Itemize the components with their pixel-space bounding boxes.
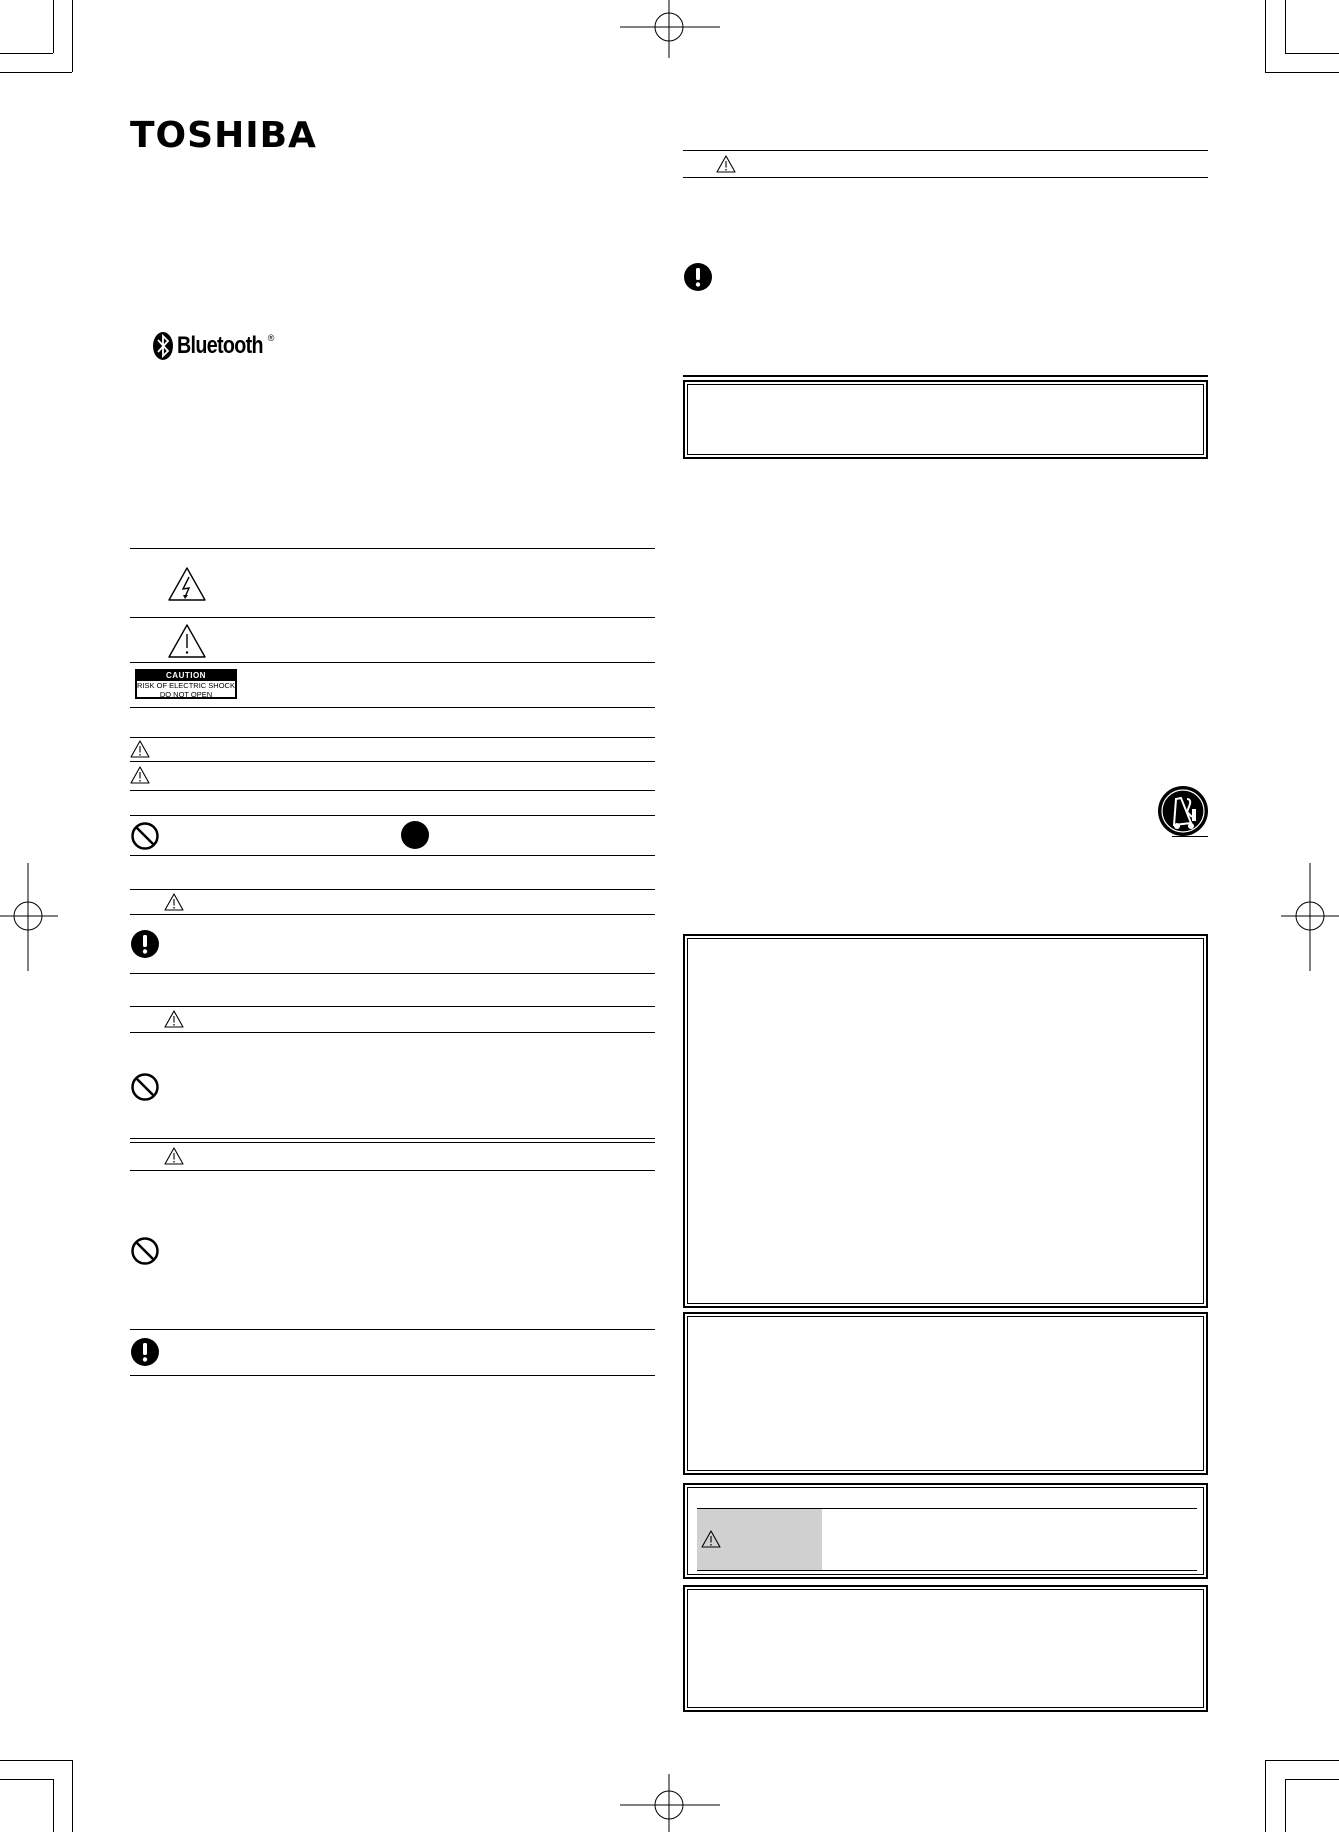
registered-mark: ® <box>267 333 275 343</box>
rule <box>683 375 1208 377</box>
crop-mark-icon <box>53 0 54 53</box>
exclamation-triangle-icon <box>164 1010 184 1028</box>
rule <box>130 889 655 890</box>
exclamation-circle-icon <box>683 262 713 292</box>
info-box-bottom-inner <box>687 1589 1204 1708</box>
rule <box>683 177 1208 178</box>
exclamation-triangle-icon <box>164 893 184 911</box>
rule <box>130 761 655 762</box>
bluetooth-logo <box>153 331 288 361</box>
crop-mark-icon <box>72 0 73 72</box>
prohibition-icon <box>130 1236 160 1266</box>
crop-mark-icon <box>1265 1760 1339 1761</box>
caution-title: CAUTION <box>137 671 235 681</box>
crop-mark-icon <box>1265 72 1339 73</box>
caution-line: DO NOT OPEN <box>159 689 213 699</box>
bluetooth-wordmark: Bluetooth <box>177 332 263 359</box>
rule <box>130 1142 655 1143</box>
exclamation-circle-icon <box>130 1337 160 1367</box>
rule <box>130 1329 655 1330</box>
bluetooth-icon <box>153 332 173 360</box>
prohibition-icon <box>130 1072 160 1102</box>
rule <box>683 150 1208 151</box>
crop-mark-icon <box>1285 0 1286 53</box>
lightning-triangle-icon <box>167 566 207 602</box>
registration-mark-icon <box>0 858 60 978</box>
crop-mark-icon <box>0 1760 72 1761</box>
rule <box>130 737 655 738</box>
rule <box>130 790 655 791</box>
crop-mark-icon <box>0 1779 53 1780</box>
caution-shock-label <box>135 669 237 699</box>
exclamation-triangle-icon <box>716 155 736 173</box>
crop-mark-icon <box>0 53 53 54</box>
rule <box>130 815 655 816</box>
exclamation-triangle-icon <box>130 766 150 784</box>
rule <box>130 1032 655 1033</box>
registration-mark-icon <box>610 0 730 60</box>
rule <box>130 1138 655 1139</box>
notice-box-inner <box>687 384 1204 455</box>
registration-mark-icon <box>610 1772 730 1832</box>
caution-line: RISK OF ELECTRIC SHOCK <box>137 681 235 690</box>
toshiba-logo: TOSHIBA <box>130 115 317 156</box>
rule <box>130 617 655 618</box>
exclamation-triangle-icon <box>164 1147 184 1165</box>
rule <box>130 548 655 549</box>
rule <box>130 662 655 663</box>
crop-mark-icon <box>1285 1779 1286 1832</box>
registration-mark-icon <box>1279 858 1339 978</box>
exclamation-triangle-icon <box>130 740 150 758</box>
rule <box>130 1375 655 1376</box>
crop-mark-icon <box>53 1779 54 1832</box>
rule <box>130 707 655 708</box>
crop-mark-icon <box>72 1760 73 1832</box>
crop-mark-icon <box>0 72 72 73</box>
prohibition-icon <box>130 821 160 851</box>
crop-mark-icon <box>1285 53 1339 54</box>
rule <box>130 1006 655 1007</box>
exclamation-circle-icon <box>130 929 160 959</box>
rule <box>130 1170 655 1171</box>
rule <box>130 973 655 974</box>
rule <box>130 914 655 915</box>
cart-warning-icon <box>1157 785 1209 837</box>
info-box-medium-inner <box>687 1316 1204 1471</box>
crop-mark-icon <box>1265 0 1266 72</box>
rule <box>130 855 655 856</box>
crop-mark-icon <box>1265 1760 1266 1832</box>
rule <box>697 1570 1197 1571</box>
mandatory-circle-icon <box>400 820 430 850</box>
exclamation-triangle-icon <box>701 1530 721 1548</box>
exclamation-triangle-icon <box>167 623 207 659</box>
crop-mark-icon <box>1285 1779 1339 1780</box>
info-box-large-inner <box>687 938 1204 1304</box>
rule <box>1172 836 1208 837</box>
